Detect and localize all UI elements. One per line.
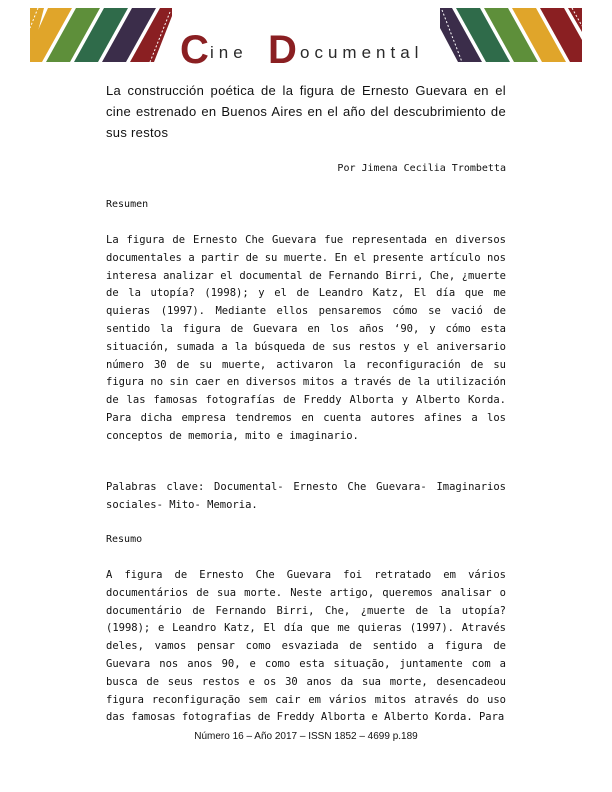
article-author: Por Jimena Cecilia Trombetta bbox=[337, 163, 506, 174]
article-title: La construcción poética de la figura de Ernesto Guevara en el cine estrenado en Buenos Aires en el año del descubrimiento de sus restos bbox=[106, 83, 506, 140]
resumo-body: A figura de Ernesto Che Guevara foi retratado em vários documentários de sua morte. Neste artigo, queremos analisar o documentário de Fernando Birri, Che, ¿muerte de la utopía? (1998); e Leandro Katz, El día que me quieras (1997). Através deles, vamos pensar como esvaziada de sentido a figura de Guevara nos anos 90, e como esta situação, juntamente com a busca de seus restos e os 30 anos da sua morte, desencadeou figura reconfiguração sem cair em vários mitos através do uso das famosas fotografias de Freddy Alborta e Alberto Korda. Para bbox=[106, 569, 506, 724]
header-stripes-left bbox=[30, 8, 172, 62]
logo-word-ine: ine bbox=[210, 43, 248, 62]
page-footer: Número 16 – Año 2017 – ISSN 1852 – 4699 p.189 bbox=[194, 731, 418, 742]
header-stripes-right bbox=[440, 8, 582, 62]
keywords: Palabras clave: Documental- Ernesto Che Guevara- Imaginarios sociales- Mito- Memoria. bbox=[106, 481, 506, 511]
resumen-body: La figura de Ernesto Che Guevara fue representada en diversos documentales a partir de su muerte. En el presente artículo nos interesa analizar el documental de Fernando Birri, Che, ¿muerte de la utopía? (1998); y el de Leandro Katz, El día que me quieras (1997). Mediante ellos pensaremos cómo se vació de sentido la figura de Guevara en los años ‘90, y cómo esta situación, sumada a la búsqueda de sus restos y el aniversario número 30 de su muerte, activaron la reconfiguración de su figura no sin caer en diversos mitos a través de la utilización de las famosas fotografías de Freddy Alborta y Alberto Korda. Para dicha empresa tendremos en cuenta autores afines a los conceptos de memoria, mito e imaginario. bbox=[106, 234, 506, 442]
journal-logo bbox=[176, 28, 446, 72]
logo-letter-d: D bbox=[268, 28, 297, 72]
logo-word-ocumental: ocumental bbox=[300, 43, 424, 62]
resumen-heading: Resumen bbox=[106, 199, 149, 210]
resumo-heading: Resumo bbox=[106, 534, 143, 545]
logo-letter-c: C bbox=[180, 28, 209, 72]
